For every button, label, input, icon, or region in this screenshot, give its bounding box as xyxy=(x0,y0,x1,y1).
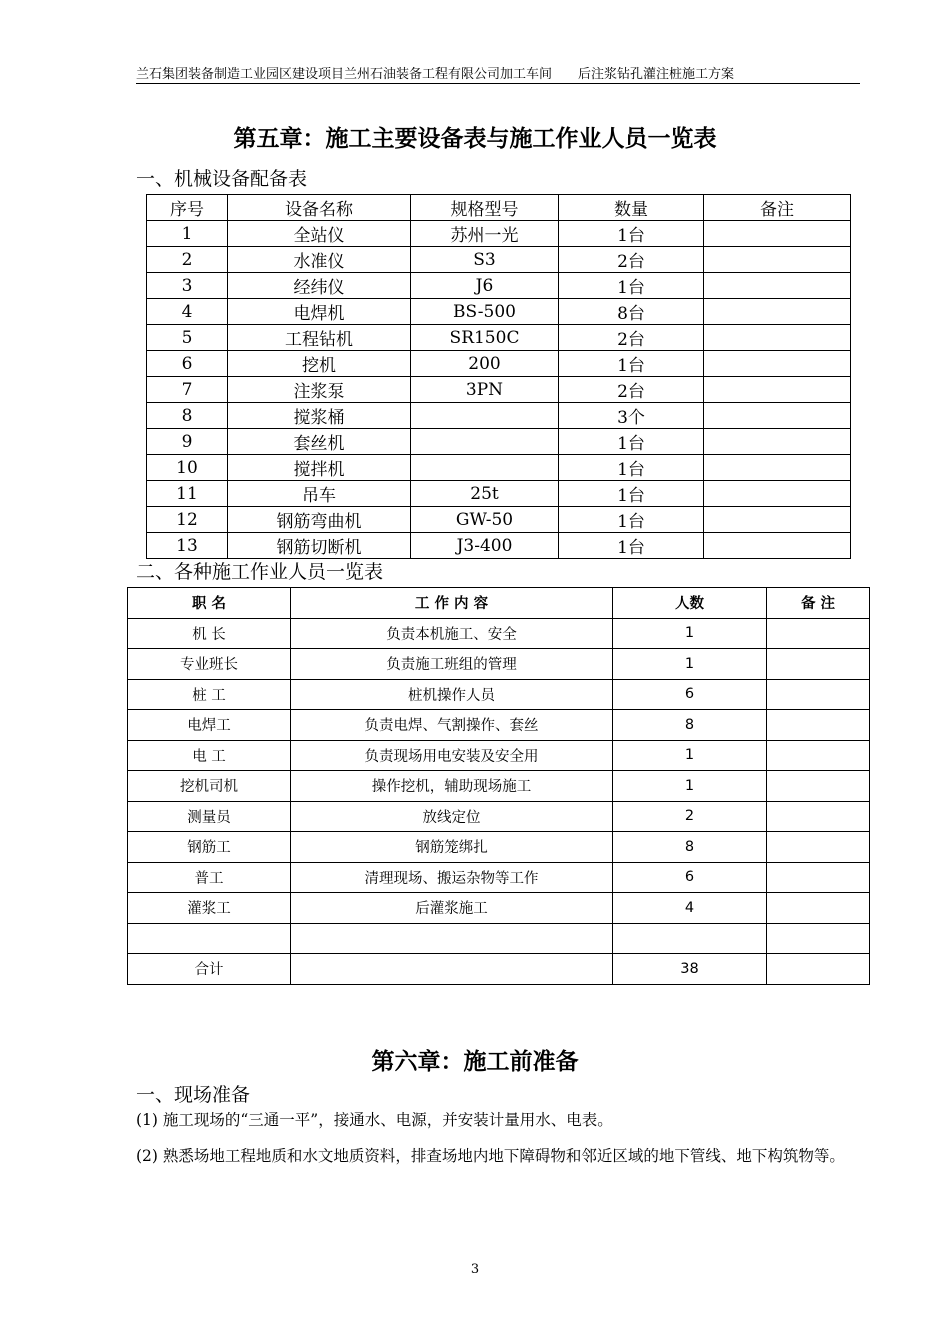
equipment-cell xyxy=(411,403,559,429)
header-document: 后注浆钻孔灌注桩施工方案 xyxy=(578,67,735,82)
staff-cell xyxy=(767,862,870,893)
equipment-cell: 7 xyxy=(147,377,228,403)
equipment-row xyxy=(147,429,851,455)
equipment-cell: 挖机 xyxy=(228,351,411,377)
staff-cell: 4 xyxy=(613,893,767,924)
staff-cell: 钢筋工 xyxy=(128,832,291,863)
equipment-cell: 苏州一光 xyxy=(411,221,559,247)
section-equipment-heading: 一、机械设备配备表 xyxy=(136,168,308,190)
equipment-cell: 3个 xyxy=(559,403,704,429)
equipment-header-cell: 序号 xyxy=(147,195,228,221)
equipment-cell: 12 xyxy=(147,507,228,533)
equipment-cell xyxy=(704,533,851,559)
equipment-row xyxy=(147,455,851,481)
equipment-cell: SR150C xyxy=(411,325,559,351)
staff-row xyxy=(128,923,870,954)
equipment-row xyxy=(147,325,851,351)
staff-cell xyxy=(767,832,870,863)
equipment-cell: 2台 xyxy=(559,377,704,403)
equipment-cell: 25t xyxy=(411,481,559,507)
equipment-cell: 13 xyxy=(147,533,228,559)
staff-cell xyxy=(767,710,870,741)
equipment-cell xyxy=(704,429,851,455)
staff-row xyxy=(128,832,870,863)
equipment-cell xyxy=(704,403,851,429)
paragraph-1: (1) 施工现场的“三通一平”，接通水、电源，并安装计量用水、电表。 xyxy=(136,1111,613,1129)
page-number: 3 xyxy=(470,1262,480,1277)
staff-cell: 机 长 xyxy=(128,618,291,649)
equipment-cell: BS-500 xyxy=(411,299,559,325)
staff-cell xyxy=(767,649,870,680)
staff-cell: 普工 xyxy=(128,862,291,893)
staff-header-cell: 备 注 xyxy=(767,588,870,619)
equipment-row xyxy=(147,481,851,507)
staff-row xyxy=(128,954,870,985)
equipment-row xyxy=(147,247,851,273)
staff-body xyxy=(128,618,870,984)
staff-row xyxy=(128,679,870,710)
equipment-cell: 电焊机 xyxy=(228,299,411,325)
equipment-row xyxy=(147,533,851,559)
equipment-cell xyxy=(704,325,851,351)
staff-header-cell: 职 名 xyxy=(128,588,291,619)
staff-cell: 桩机操作人员 xyxy=(291,679,613,710)
staff-cell: 钢筋笼绑扎 xyxy=(291,832,613,863)
equipment-header-cell: 设备名称 xyxy=(228,195,411,221)
staff-cell xyxy=(767,771,870,802)
equipment-cell: 5 xyxy=(147,325,228,351)
equipment-cell xyxy=(704,299,851,325)
staff-cell: 桩 工 xyxy=(128,679,291,710)
equipment-cell: 1台 xyxy=(559,533,704,559)
equipment-cell: 1台 xyxy=(559,221,704,247)
staff-cell: 1 xyxy=(613,771,767,802)
staff-cell xyxy=(767,954,870,985)
equipment-cell: 1台 xyxy=(559,507,704,533)
staff-cell: 1 xyxy=(613,649,767,680)
staff-table xyxy=(127,587,870,985)
staff-cell: 2 xyxy=(613,801,767,832)
staff-cell xyxy=(291,923,613,954)
equipment-row xyxy=(147,377,851,403)
staff-cell: 6 xyxy=(613,679,767,710)
equipment-body xyxy=(147,221,851,559)
equipment-cell: 工程钻机 xyxy=(228,325,411,351)
equipment-cell: 10 xyxy=(147,455,228,481)
equipment-cell: 1台 xyxy=(559,481,704,507)
staff-cell: 专业班长 xyxy=(128,649,291,680)
staff-cell: 清理现场、搬运杂物等工作 xyxy=(291,862,613,893)
equipment-row xyxy=(147,507,851,533)
staff-header-cell: 工 作 内 容 xyxy=(291,588,613,619)
staff-cell: 8 xyxy=(613,710,767,741)
equipment-cell: 全站仪 xyxy=(228,221,411,247)
header-project: 兰石集团装备制造工业园区建设项目兰州石油装备工程有限公司加工车间 xyxy=(136,67,553,82)
equipment-cell: 注浆泵 xyxy=(228,377,411,403)
equipment-cell xyxy=(704,247,851,273)
equipment-cell xyxy=(411,455,559,481)
equipment-cell xyxy=(704,455,851,481)
staff-cell: 8 xyxy=(613,832,767,863)
equipment-cell: 3 xyxy=(147,273,228,299)
equipment-cell: 1台 xyxy=(559,273,704,299)
equipment-cell: 1台 xyxy=(559,351,704,377)
equipment-cell: 1台 xyxy=(559,429,704,455)
equipment-cell: 2台 xyxy=(559,325,704,351)
staff-cell: 放线定位 xyxy=(291,801,613,832)
equipment-cell xyxy=(704,481,851,507)
staff-row xyxy=(128,771,870,802)
staff-cell xyxy=(128,923,291,954)
equipment-cell: 水准仪 xyxy=(228,247,411,273)
staff-cell: 负责施工班组的管理 xyxy=(291,649,613,680)
staff-cell xyxy=(767,740,870,771)
equipment-cell: 200 xyxy=(411,351,559,377)
staff-row xyxy=(128,893,870,924)
equipment-row xyxy=(147,299,851,325)
equipment-cell: 2 xyxy=(147,247,228,273)
staff-cell: 测量员 xyxy=(128,801,291,832)
staff-cell: 合计 xyxy=(128,954,291,985)
equipment-cell xyxy=(704,507,851,533)
equipment-cell: 1 xyxy=(147,221,228,247)
equipment-cell: 8 xyxy=(147,403,228,429)
equipment-cell: 搅浆桶 xyxy=(228,403,411,429)
staff-header-row xyxy=(128,588,870,619)
staff-cell: 1 xyxy=(613,740,767,771)
equipment-cell: 钢筋弯曲机 xyxy=(228,507,411,533)
equipment-cell xyxy=(704,273,851,299)
equipment-cell: 4 xyxy=(147,299,228,325)
paragraph-2: (2) 熟悉场地工程地质和水文地质资料，排查场地内地下障碍物和邻近区域的地下管线、地下构筑物等。 xyxy=(136,1147,845,1165)
equipment-cell xyxy=(411,429,559,455)
staff-cell xyxy=(767,893,870,924)
equipment-cell: 2台 xyxy=(559,247,704,273)
section-staff-heading: 二、各种施工作业人员一览表 xyxy=(136,561,384,583)
equipment-cell: 经纬仪 xyxy=(228,273,411,299)
equipment-cell: S3 xyxy=(411,247,559,273)
staff-cell: 负责电焊、气割操作、套丝 xyxy=(291,710,613,741)
equipment-cell: J6 xyxy=(411,273,559,299)
staff-cell: 6 xyxy=(613,862,767,893)
staff-cell xyxy=(767,679,870,710)
staff-cell: 后灌浆施工 xyxy=(291,893,613,924)
equipment-cell: 3PN xyxy=(411,377,559,403)
staff-cell: 操作挖机，辅助现场施工 xyxy=(291,771,613,802)
staff-cell: 1 xyxy=(613,618,767,649)
equipment-header-row xyxy=(147,195,851,221)
equipment-cell: 套丝机 xyxy=(228,429,411,455)
staff-cell xyxy=(767,618,870,649)
staff-cell: 电焊工 xyxy=(128,710,291,741)
staff-row xyxy=(128,618,870,649)
staff-cell: 负责现场用电安装及安全用 xyxy=(291,740,613,771)
equipment-cell: 8台 xyxy=(559,299,704,325)
staff-cell xyxy=(767,801,870,832)
staff-cell: 38 xyxy=(613,954,767,985)
staff-row xyxy=(128,740,870,771)
staff-row xyxy=(128,710,870,741)
equipment-header-cell: 备注 xyxy=(704,195,851,221)
equipment-cell xyxy=(704,351,851,377)
staff-cell: 灌浆工 xyxy=(128,893,291,924)
staff-cell xyxy=(767,923,870,954)
equipment-cell: 6 xyxy=(147,351,228,377)
staff-row xyxy=(128,801,870,832)
chapter-6-title: 第六章：施工前准备 xyxy=(371,1049,579,1075)
equipment-table xyxy=(146,194,851,559)
staff-cell: 挖机司机 xyxy=(128,771,291,802)
equipment-cell: 钢筋切断机 xyxy=(228,533,411,559)
equipment-row xyxy=(147,273,851,299)
equipment-cell: GW-50 xyxy=(411,507,559,533)
equipment-header-cell: 数量 xyxy=(559,195,704,221)
staff-cell: 负责本机施工、安全 xyxy=(291,618,613,649)
staff-header-cell: 人数 xyxy=(613,588,767,619)
section-site-prep-heading: 一、现场准备 xyxy=(136,1084,251,1106)
equipment-row xyxy=(147,403,851,429)
equipment-cell: 11 xyxy=(147,481,228,507)
staff-cell xyxy=(291,954,613,985)
equipment-cell xyxy=(704,221,851,247)
equipment-cell: 9 xyxy=(147,429,228,455)
chapter-5-title: 第五章：施工主要设备表与施工作业人员一览表 xyxy=(233,126,717,152)
equipment-cell: 吊车 xyxy=(228,481,411,507)
staff-cell xyxy=(613,923,767,954)
equipment-row xyxy=(147,351,851,377)
staff-row xyxy=(128,862,870,893)
equipment-cell: J3-400 xyxy=(411,533,559,559)
equipment-header-cell: 规格型号 xyxy=(411,195,559,221)
staff-cell: 电 工 xyxy=(128,740,291,771)
equipment-cell: 1台 xyxy=(559,455,704,481)
equipment-cell xyxy=(704,377,851,403)
equipment-row xyxy=(147,221,851,247)
equipment-cell: 搅拌机 xyxy=(228,455,411,481)
staff-row xyxy=(128,649,870,680)
page-header xyxy=(136,66,860,84)
